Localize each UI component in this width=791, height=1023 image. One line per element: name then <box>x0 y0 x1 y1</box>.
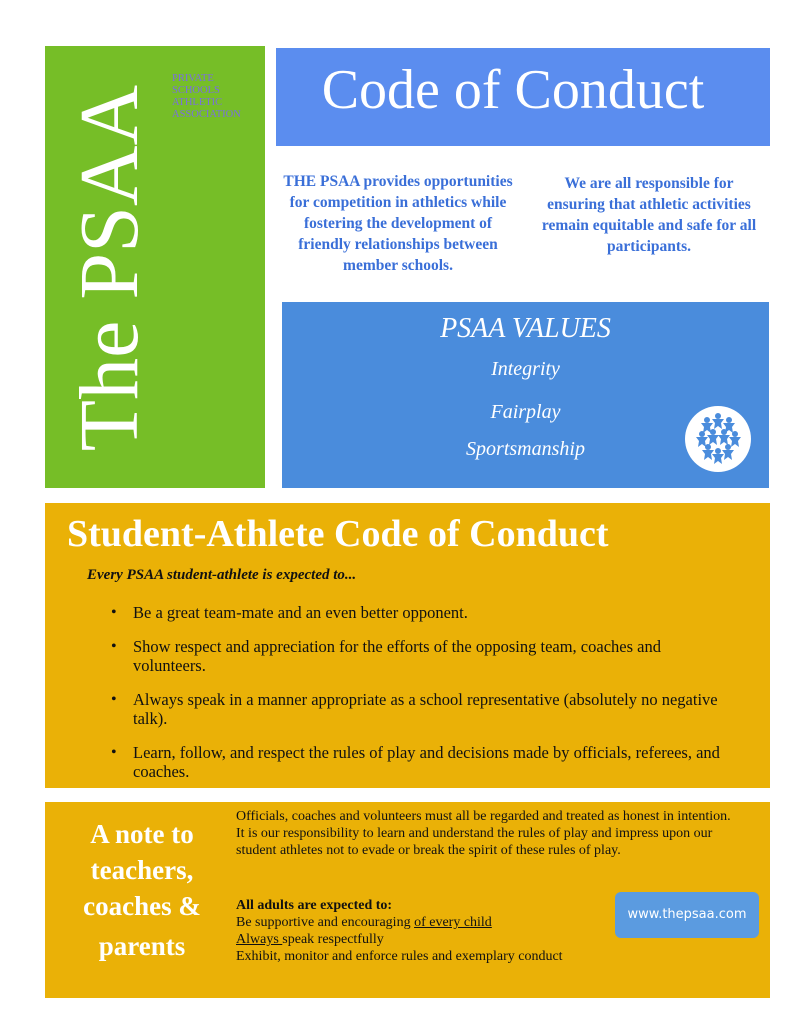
list-item <box>105 603 735 623</box>
note-title-line: coaches & <box>83 891 201 921</box>
bullet-icon: • <box>111 604 117 621</box>
note-panel <box>45 802 770 998</box>
mission-statement: THE PSAA provides opportunities for competition in athletics while fostering the development of friendly relationships between member schools. <box>283 173 513 274</box>
note-title <box>59 816 225 964</box>
rule-text: Learn, follow, and respect the rules of play and decisions made by officials, referees, and coaches. <box>133 742 720 781</box>
people-group-icon <box>685 406 751 472</box>
athlete-code-title: Student-Athlete Code of Conduct <box>67 513 609 555</box>
note-line-text: Be supportive and encouraging <box>236 915 415 930</box>
people-group-icon-graphic <box>685 406 751 472</box>
value-item: Integrity <box>491 358 560 380</box>
values-title: PSAA VALUES <box>440 313 611 344</box>
responsibility-statement: We are all responsible for ensuring that athletic activities remain equitable and safe for all participants. <box>541 175 757 255</box>
note-heading: All adults are expected to: <box>236 898 393 913</box>
values-panel <box>282 302 769 488</box>
note-text: Officials, coaches and volunteers must all be regarded and treated as honest in intention. It is our responsibility to learn and understand the rules of play and impress upon our student athletes not to evade or break the spirit of these rules of play. <box>236 809 731 858</box>
bullet-icon: • <box>111 690 117 708</box>
note-title-line: A note to <box>90 819 194 849</box>
athlete-code-panel <box>45 503 770 788</box>
athlete-code-subtitle: Every PSAA student-athlete is expected to... <box>87 567 357 583</box>
page-title: Code of Conduct <box>276 48 770 146</box>
website-link[interactable]: www.thepsaa.com <box>615 892 759 938</box>
rule-text: Show respect and appreciation for the efforts of the opposing team, coaches and volunteers. <box>133 636 661 675</box>
note-line-text: speak respectfully <box>282 932 384 947</box>
value-item: Sportsmanship <box>466 438 585 460</box>
note-line-underlined: of every child <box>414 915 492 930</box>
rule-text: Always speak in a manner appropriate as a school representative (absolutely no negative talk). <box>133 689 718 728</box>
list-item <box>105 637 735 676</box>
note-line <box>236 914 492 931</box>
note-title-line: parents <box>98 931 186 961</box>
list-item <box>105 690 735 729</box>
bullet-icon: • <box>111 743 117 761</box>
bullet-icon: • <box>111 637 117 655</box>
sidebar-title: The PSAA <box>63 84 156 452</box>
value-item: Fairplay <box>490 401 561 423</box>
org-name: PRIVATE SCHOOLS ATHLETIC ASSOCIATION <box>172 73 241 120</box>
note-line <box>236 931 384 948</box>
note-line: Exhibit, monitor and enforce rules and exemplary conduct <box>236 949 563 964</box>
sidebar-title-wrapper <box>46 84 166 452</box>
note-title-line: teachers, <box>90 855 194 885</box>
list-item <box>105 743 735 782</box>
rules-list <box>105 603 735 796</box>
note-line-underlined: Always <box>236 932 283 947</box>
rule-text: Be a great team-mate and an even better opponent. <box>133 603 468 622</box>
